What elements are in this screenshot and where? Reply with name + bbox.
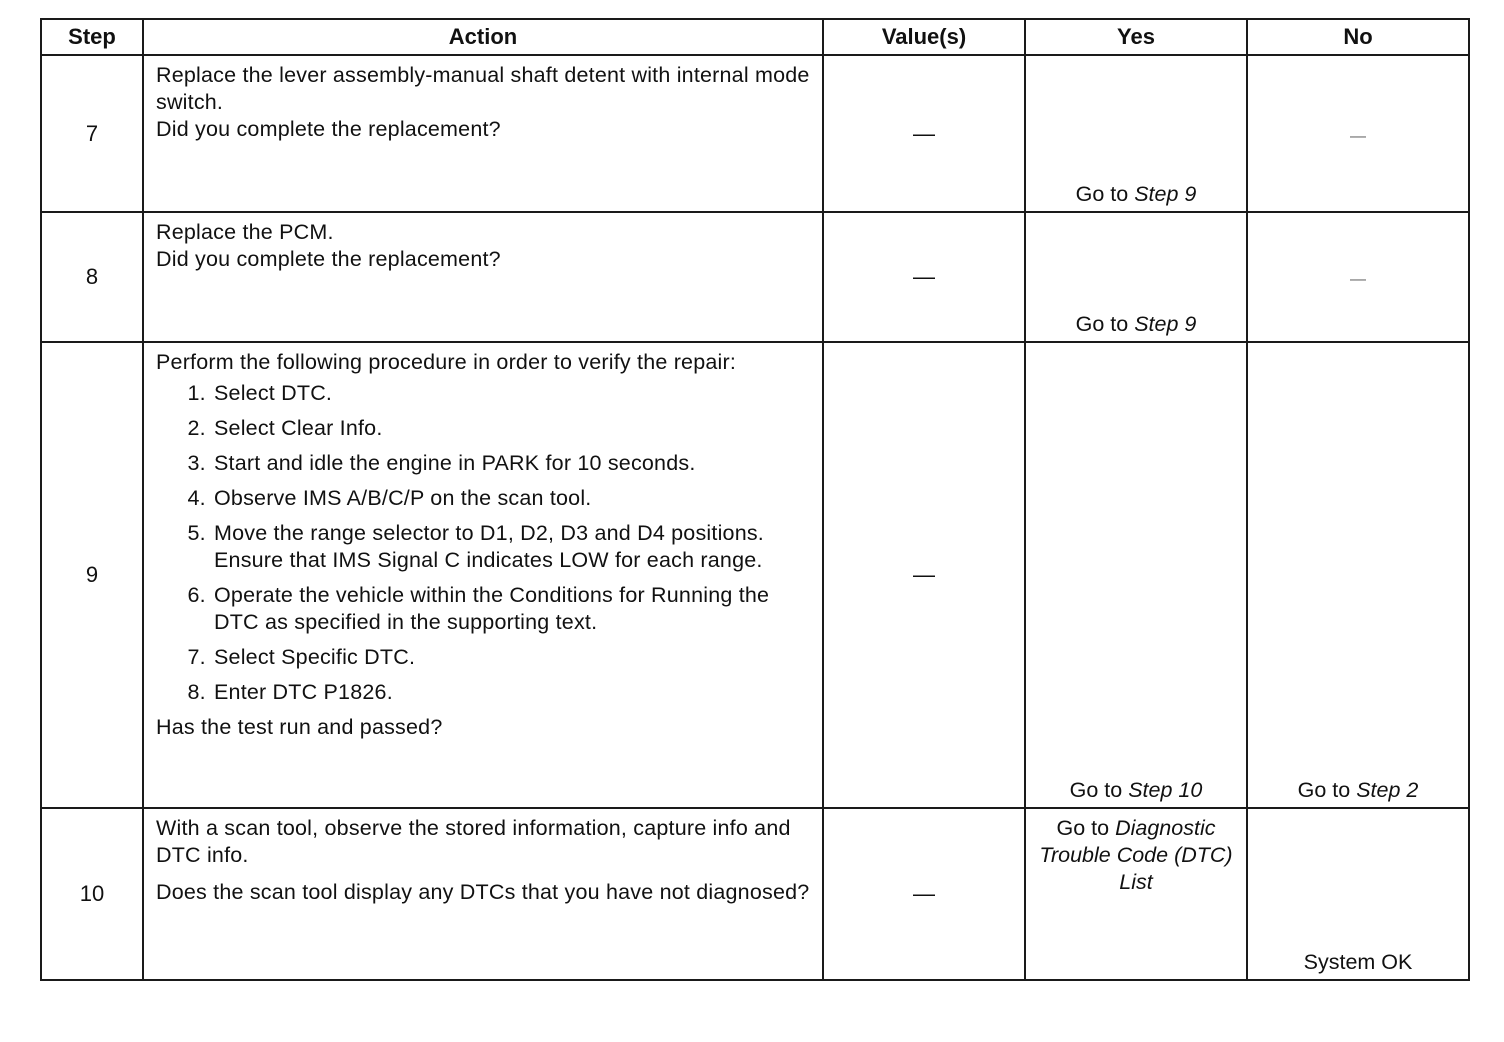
yes-cell <box>1025 212 1247 342</box>
value-dash: — <box>913 264 935 289</box>
value-cell <box>823 55 1025 212</box>
action-question: Did you complete the replacement? <box>156 247 501 271</box>
no-cell <box>1247 342 1469 808</box>
action-cell <box>143 212 823 342</box>
list-item: 2. Select Clear Info. <box>212 415 810 442</box>
diagnostic-table <box>40 18 1470 981</box>
value-dash: — <box>913 120 935 146</box>
no-dash: — <box>1350 127 1366 145</box>
no-cell <box>1247 212 1469 342</box>
action-question: Did you complete the replacement? <box>156 117 501 141</box>
list-item: 8. Enter DTC P1826. <box>212 679 810 706</box>
yes-prefix: Go to <box>1075 182 1129 206</box>
action-cell <box>143 55 823 212</box>
value-dash: — <box>913 881 935 906</box>
header-no: No <box>1247 19 1469 55</box>
table-row-step-9 <box>41 342 1469 808</box>
list-item: 4. Observe IMS A/B/C/P on the scan tool. <box>212 485 810 512</box>
list-item: 6. Operate the vehicle within the Conditions for Running the DTC as specified in the supporting text. <box>212 582 810 636</box>
no-dash: — <box>1350 271 1366 288</box>
value-cell <box>823 808 1025 980</box>
yes-cell <box>1025 808 1247 980</box>
yes-prefix: Go to <box>1056 816 1110 840</box>
table-row-step-7 <box>41 55 1469 212</box>
list-item: 7. Select Specific DTC. <box>212 644 810 671</box>
list-item: 5. Move the range selector to D1, D2, D3 and D4 positions. Ensure that IMS Signal C indicates LOW for each range. <box>212 520 810 574</box>
yes-dtc-list-link[interactable]: Diagnostic Trouble Code (DTC) List <box>1039 816 1233 894</box>
action-question: Has the test run and passed? <box>156 715 443 739</box>
no-system-ok: System OK <box>1303 950 1413 974</box>
action-text: Replace the PCM. <box>156 220 334 244</box>
no-cell <box>1247 808 1469 980</box>
action-intro: Perform the following procedure in order to verify the repair: <box>156 350 737 374</box>
step-number: 10 <box>41 808 143 980</box>
value-dash: — <box>913 562 935 587</box>
header-action: Action <box>143 19 823 55</box>
header-values: Value(s) <box>823 19 1025 55</box>
list-item: 3. Start and idle the engine in PARK for 10 seconds. <box>212 450 810 477</box>
yes-cell <box>1025 342 1247 808</box>
header-yes: Yes <box>1025 19 1247 55</box>
no-cell <box>1247 55 1469 212</box>
value-cell <box>823 212 1025 342</box>
list-item: 1. Select DTC. <box>212 380 810 407</box>
header-step: Step <box>41 19 143 55</box>
yes-prefix: Go to <box>1075 312 1129 336</box>
action-text: With a scan tool, observe the stored information, capture info and DTC info. <box>156 816 791 867</box>
table-row-step-10 <box>41 808 1469 980</box>
yes-step-link[interactable]: Step 9 <box>1134 312 1197 336</box>
table-row-step-8 <box>41 212 1469 342</box>
step-number: 9 <box>41 342 143 808</box>
header-row <box>41 19 1469 55</box>
no-prefix: Go to <box>1297 778 1351 802</box>
yes-cell <box>1025 55 1247 212</box>
procedure-list <box>156 380 810 706</box>
action-cell <box>143 808 823 980</box>
yes-step-link[interactable]: Step 9 <box>1134 182 1197 206</box>
step-number: 7 <box>41 55 143 212</box>
yes-step-link[interactable]: Step 10 <box>1128 778 1203 802</box>
action-cell <box>143 342 823 808</box>
action-text: Replace the lever assembly-manual shaft detent with internal mode switch. <box>156 63 810 114</box>
value-cell <box>823 342 1025 808</box>
no-step-link[interactable]: Step 2 <box>1356 778 1419 802</box>
action-question: Does the scan tool display any DTCs that you have not diagnosed? <box>156 880 810 904</box>
yes-prefix: Go to <box>1069 778 1123 802</box>
step-number: 8 <box>41 212 143 342</box>
